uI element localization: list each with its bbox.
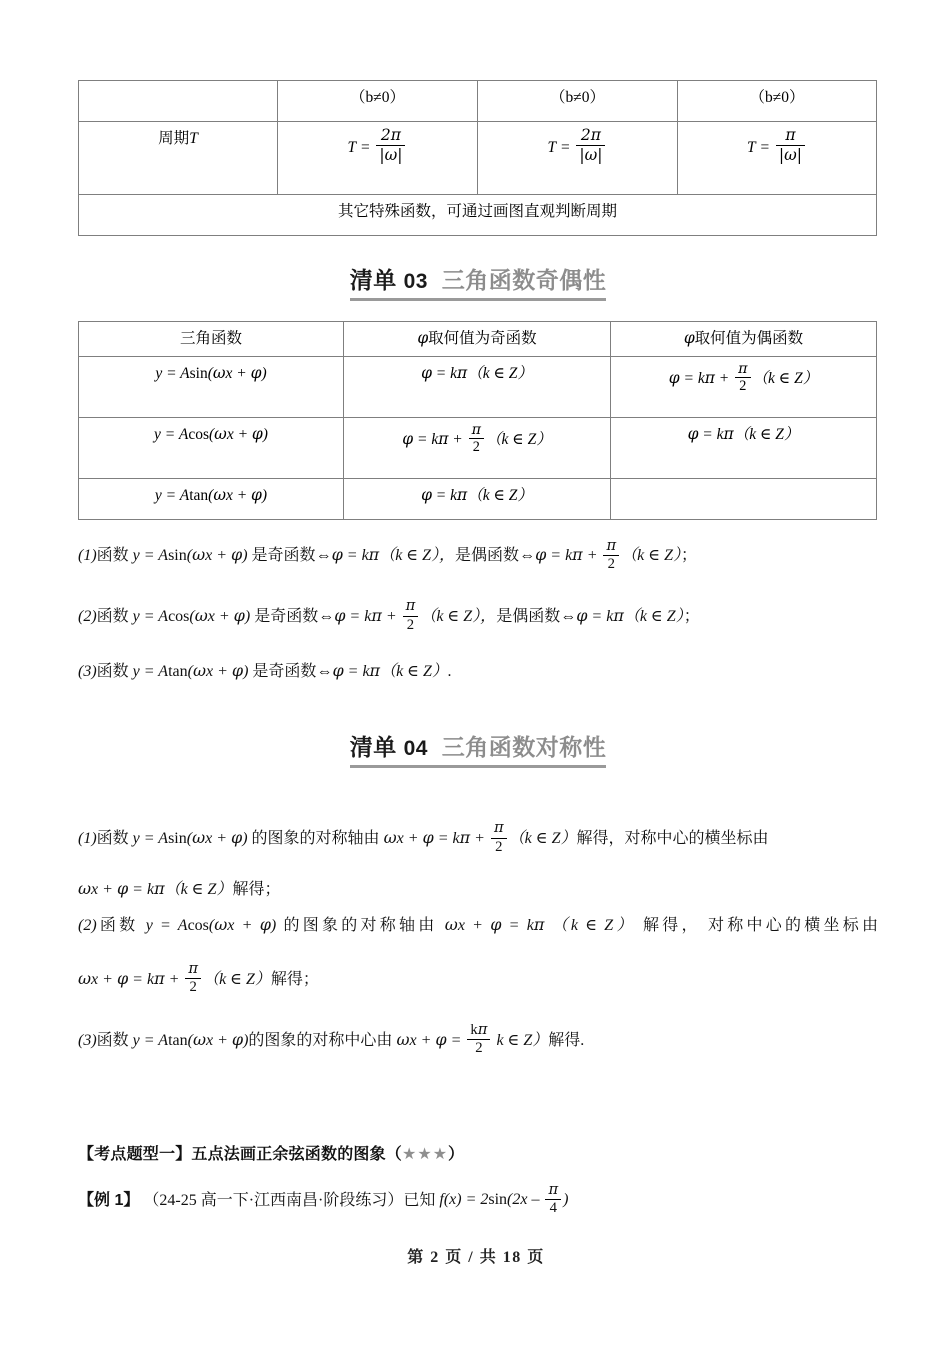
clause-04-note-1-line-2: ωx + φ = kπ（k ∈ Z）解得； [78,879,281,899]
parity-odd-cos: φ = kπ + $\frac{\pi}{2}$ （k ∈ Z） [344,417,611,478]
period-label-symbol: T [189,130,198,147]
example-1-source: （24-25 高一下·江西南昌·阶段练习） [143,1191,404,1209]
period-formula-cell-3: T = $\frac{\pi}{|\omega|}$ [678,122,877,195]
table-row [79,356,877,417]
table-row [79,81,877,122]
exam-heading-text: 【考点题型一】五点法画正余弦函数的图象（ [78,1145,403,1163]
table-row [79,322,877,356]
period-table-empty-cell [79,81,278,122]
table-row [79,195,877,236]
clause-03-label: 清单 [349,267,397,293]
parity-odd-sin: φ = kπ（k ∈ Z） [344,356,611,417]
clause-03-note-3: (3)函数 y = Atan(ωx + φ) 是奇函数⇔φ = kπ（k ∈ Z）. [78,661,452,681]
clause-04-index: 04 [403,737,428,761]
exam-heading [78,1141,878,1164]
parity-func-tan: y = Atan(ωx + φ) [79,478,344,519]
parity-even-sin: φ = kπ + $\frac{\pi}{2}$ （k ∈ Z） [611,356,877,417]
clause-04-title: 三角函数对称性 [441,734,607,761]
clause-03-note-1: (1)函数 y = Asin(ωx + φ) 是奇函数⇔φ = kπ（k ∈ Z），是偶函数⇔φ = kπ + $\frac{\pi}{2}$ （k ∈ Z）； [78,536,698,572]
clause-04-note-2-line-2: ωx + φ = kπ + $\frac{\pi}{2}$ （k ∈ Z）解得； [78,959,319,996]
period-table-row-label [79,122,278,195]
parity-odd-tan: φ = kπ（k ∈ Z） [344,478,611,519]
exam-heading-tail: ） [448,1145,465,1163]
clause-03-title: 三角函数奇偶性 [441,267,607,293]
table-row [79,478,877,519]
table-row [79,417,877,478]
clause-04-note-3: (3)函数 y = Atan(ωx + φ)的图象的对称中心由 ωx + φ = $\frac{k\pi}{2}$ k ∈ Z）解得. [78,1020,585,1057]
example-1 [78,1182,878,1217]
parity-table [78,321,877,519]
period-table-header-1: （b≠0） [278,81,478,122]
clause-03-heading [78,266,878,301]
period-table-note: 其它特殊函数，可通过画图直观判断周期 [79,195,877,236]
period-table-header-3: （b≠0） [678,81,877,122]
page-footer: 第 2 页 / 共 18 页 [407,1249,545,1266]
clause-04-heading [78,733,878,768]
table-row [79,122,877,195]
example-1-prefix: 已知 [403,1191,436,1209]
parity-header-odd: φ取何值为奇函数 [344,322,611,356]
example-1-formula: f(x) = 2sin(2x – $\frac{\pi}{4}$ ) [439,1180,569,1217]
period-table [78,80,877,236]
period-table-header-2: （b≠0） [478,81,678,122]
clause-04-note-2-line-1: (2)函数 y = Acos(ωx + φ) 的图象的对称轴由 ωx + φ = kπ （k ∈ Z） 解得， 对称中心的横坐标由 [78,915,879,935]
page-content [78,0,878,1217]
clause-04-note-1-line-1: (1)函数 y = Asin(ωx + φ) 的图象的对称轴由 ωx + φ = kπ + $\frac{\pi}{2}$ （k ∈ Z）解得，对称中心的横坐标由 [78,819,769,855]
clause-03-note-2: (2)函数 y = Acos(ωx + φ) 是奇函数⇔φ = kπ + $\frac{\pi}{2}$ （k ∈ Z），是偶函数⇔φ = kπ（k ∈ Z）； [78,597,700,633]
period-formula-cell-1: T = $\frac{2\pi}{|\omega|}$ [278,122,478,195]
clause-03-index: 03 [403,270,428,293]
parity-even-cos: φ = kπ（k ∈ Z） [611,417,877,478]
period-label-text: 周期 [158,130,190,147]
clause-04-label: 清单 [349,734,397,761]
parity-func-cos: y = Acos(ωx + φ) [79,417,344,478]
example-1-label: 【例 1】 [78,1191,140,1209]
difficulty-stars: ★★★ [402,1145,449,1163]
parity-header-func: 三角函数 [79,322,344,356]
period-formula-cell-2: T = $\frac{2\pi}{|\omega|}$ [478,122,678,195]
parity-even-tan [611,478,877,519]
parity-header-even: φ取何值为偶函数 [611,322,877,356]
parity-func-sin: y = Asin(ωx + φ) [79,356,344,417]
